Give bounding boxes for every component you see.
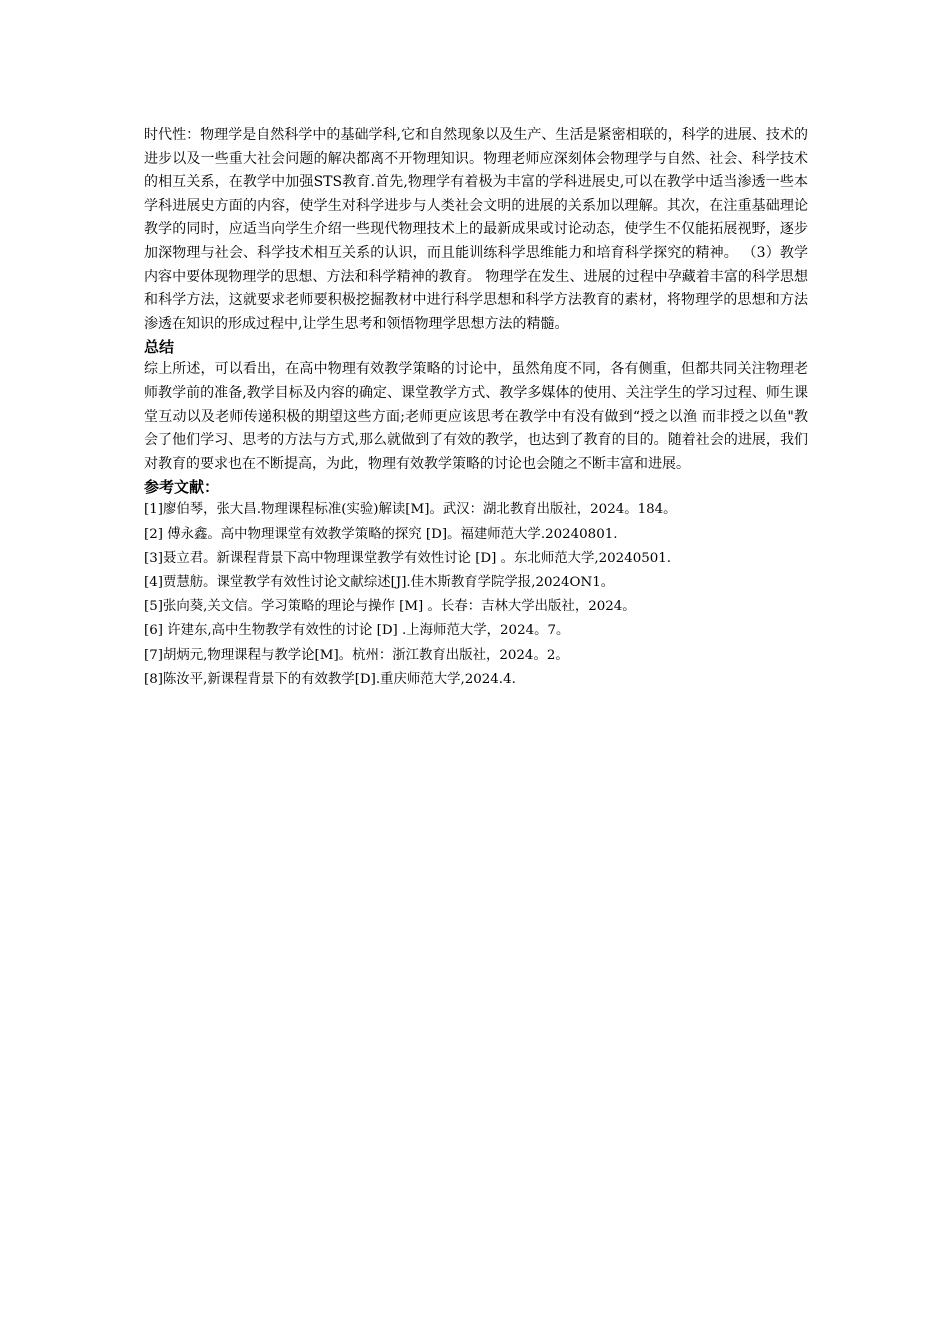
reference-item: [1]廖伯琴，张大昌.物理课程标准(实验)解读[M]。武汉：湖北教育出版社，2024。184。 [144,502,677,518]
summary-paragraph: 综上所述，可以看出，在高中物理有效教学策略的讨论中，虽然角度不同，各有侧重，但都共同关注物理老师教学前的准备,教学目标及内容的确定、课堂教学方式、教学多媒体的使用、关注学生的学习过程、师生课堂互动以及老师传递积极的期望这些方面;老师更应该思考在教学中有没有做到“授之以渔 而非授之以鱼"教会了他们学习、思考的方法与方式,那么就做到了有效的教学，也达到了教育的目的。随着社会的进展，我们对教育的要求也在不断提高，为此，物理有效教学策略的讨论也会随之不断丰富和进展。 [144,361,808,472]
document-page [144,124,808,692]
reference-list [144,498,808,692]
reference-item: [2] 傅永鑫。高中物理课堂有效教学策略的探究 [D]。福建师范大学.20240801. [144,526,618,542]
reference-item: [6] 许建东,高中生物教学有效性的讨论 [D] .上海师范大学，2024。7。 [144,623,570,639]
reference-item: [4]贾慧舫。课堂教学有效性讨论文献综述[J].佳木斯教育学院学报,2024ON1。 [144,574,615,590]
reference-item: [7]胡炳元,物理课程与教学论[M]。杭州：浙江教育出版社，2024。2。 [144,647,569,663]
reference-item: [3]聂立君。新课程背景下高中物理课堂教学有效性讨论 [D] 。东北师范大学,20240501. [144,550,672,566]
intro-paragraph: 时代性：物理学是自然科学中的基础学科,它和自然现象以及生产、生活是紧密相联的，科学的进展、技术的进步以及一些重大社会问题的解决都离不开物理知识。物理老师应深刻体会物理学与自然、社会、科学技术的相互关系，在教学中加强STS教育.首先,物理学有着极为丰富的学科进展史,可以在教学中适当渗透一些本学科进展史方面的内容，使学生对科学进步与人类社会文明的进展的关系加以理解。其次，在注重基础理论教学的同时，应适当向学生介绍一些现代物理技术上的最新成果或讨论动态，使学生不仅能拓展视野，逐步加深物理与社会、科学技术相互关系的认识，而且能训练科学思维能力和培育科学探究的精神。 （3）教学内容中要体现物理学的思想、方法和科学精神的教育。 物理学在发生、进展的过程中孕藏着丰富的科学思想和科学方法，这就要求老师要积极挖掘教材中进行科学思想和科学方法教育的素材，将物理学的思想和方法渗透在知识的形成过程中,让学生思考和领悟物理学思想方法的精髓。 [144,127,808,332]
reference-item: [5]张向葵,关文信。学习策略的理论与操作 [M] 。长春：吉林大学出版社，2024。 [144,599,636,615]
references-heading: 参考文献： [144,478,220,497]
summary-heading: 总结 [144,338,175,357]
reference-item: [8]陈汝平,新课程背景下的有效教学[D].重庆师范大学,2024.4. [144,671,516,687]
